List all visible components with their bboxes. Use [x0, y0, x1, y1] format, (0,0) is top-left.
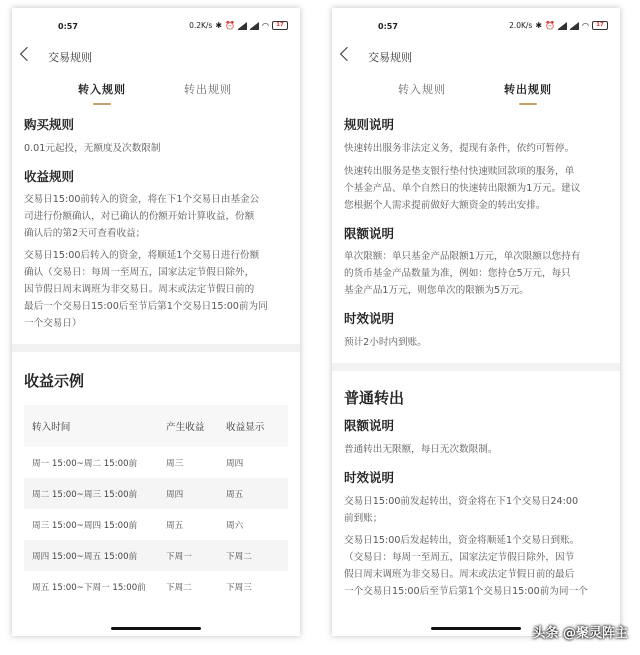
table-row: 周五 15:00~下周一 15:00前 下周二 下周三: [32, 582, 252, 593]
table-row: 周四 15:00~周五 15:00前 下周一 下周二: [24, 540, 288, 571]
status-bar: [332, 8, 620, 38]
status-time: 0:57: [58, 22, 78, 31]
tab-transfer-in[interactable]: 转入规则: [398, 83, 446, 96]
table-row: 周二 15:00~周三 15:00前 周四 周五: [24, 478, 288, 509]
normal-timing-text-1: 交易日15:00前发起转出，资金将在下1个交易日24:00 前到账；: [344, 496, 579, 524]
income-example-title: 收益示例: [24, 372, 85, 390]
normal-transfer-title: 普通转出: [344, 389, 405, 407]
normal-limit-text: 普通转出无限额，每日无次数限制。: [344, 444, 498, 455]
back-arrow-icon[interactable]: [20, 47, 34, 61]
left-phone-screen: [12, 8, 300, 636]
signal-icon: [558, 22, 567, 30]
col-income-generated: 产生收益: [158, 405, 218, 447]
bluetooth-icon: ✱: [215, 21, 223, 30]
rules-content: [332, 106, 620, 636]
battery-icon: 17: [272, 21, 288, 30]
alarm-icon: ⏰: [545, 21, 556, 30]
status-icons: [189, 21, 288, 30]
tab-transfer-out[interactable]: 转出规则: [504, 83, 552, 96]
status-icons: [509, 21, 608, 30]
bluetooth-icon: ✱: [535, 21, 543, 30]
normal-timing-text-2: 交易日15:00后发起转出，资金将顺延1个交易日到账。 （交易日：每周一至周五，国家法定节假日除外，因节 假日周末调班为非交易日。周末或法定节假日前的最后 一个交易日15:00后至节后第1个交易日15:00前为同一个: [344, 535, 588, 597]
signal-icon: [570, 22, 579, 30]
nav-bar: [332, 38, 620, 78]
timing-description-text: 预计2小时内到账。: [344, 337, 427, 348]
tab-bar: [332, 78, 620, 106]
tab-bar: [12, 78, 300, 106]
back-arrow-icon[interactable]: [340, 47, 354, 61]
income-rules-paragraph-1: 交易日15:00前转入的资金，将在下1个交易日由基金公 司进行份额确认，对已确认的份额开始计算收益，份额 确认后的第2天可查看收益；: [24, 194, 260, 239]
network-speed: 2.0K/s: [509, 21, 533, 30]
rules-content: [12, 106, 300, 636]
wifi-icon: ◠: [582, 21, 589, 30]
rule-description-title: 规则说明: [344, 117, 395, 132]
section-divider: [332, 363, 620, 371]
tab-transfer-out[interactable]: 转出规则: [184, 83, 232, 96]
income-rules-title: 收益规则: [24, 169, 75, 184]
home-indicator[interactable]: [431, 627, 521, 630]
limit-description-text: 单次限额：单只基金产品限额1万元，单次限额以您持有 的货币基金产品数量为准，例如：您持仓5万元，每只 基金产品1万元，则您单次的限额为5万元。: [344, 251, 581, 296]
nav-bar: [12, 38, 300, 78]
battery-icon: 17: [592, 21, 608, 30]
status-bar: [12, 8, 300, 38]
rule-description-text-2: 快速转出服务是垫支银行垫付快速赎回款项的服务，单 个基金产品、单个自然日的快速转出限额为1万元。建议 您根据个人需求提前做好大额资金的转出安排。: [344, 166, 581, 211]
income-rules-paragraph-2: 交易日15:00后转入的资金，将顺延1个交易日进行份额 确认（交易日：每周一至周五，国家法定节假日除外， 因节假日周末调班为非交易日。周末或法定节假日前的 最后一个交易日15:00后至节后第1个交易日15:00前为同 一个交易日）: [24, 250, 268, 329]
right-phone-screen: [332, 8, 620, 636]
col-transfer-time: 转入时间: [24, 405, 158, 447]
alarm-icon: ⏰: [225, 21, 236, 30]
buy-rules-text: 0.01元起投，无额度及次数限制: [24, 143, 161, 154]
network-speed: 0.2K/s: [189, 21, 213, 30]
col-income-shown: 收益显示: [218, 405, 288, 447]
income-example-table: [24, 405, 288, 602]
wifi-icon: ◠: [262, 21, 269, 30]
home-indicator[interactable]: [111, 627, 201, 630]
signal-icon: [250, 22, 259, 30]
page-title: 交易规则: [368, 51, 412, 64]
normal-limit-title: 限额说明: [344, 418, 395, 433]
status-time: 0:57: [378, 22, 398, 31]
table-row: 周一 15:00~周二 15:00前 周三 周四: [32, 458, 244, 469]
normal-timing-title: 时效说明: [344, 470, 395, 485]
signal-icon: [238, 22, 247, 30]
buy-rules-title: 购买规则: [24, 117, 75, 132]
watermark-text: 头条 @聚灵阵主: [532, 626, 628, 641]
timing-description-title: 时效说明: [344, 311, 395, 326]
table-header-row: [24, 405, 288, 447]
section-divider: [12, 344, 300, 352]
page-title: 交易规则: [48, 51, 92, 64]
table-row: 周三 15:00~周四 15:00前 周五 周六: [32, 520, 244, 531]
limit-description-title: 限额说明: [344, 226, 395, 241]
tab-transfer-in[interactable]: 转入规则: [78, 83, 126, 96]
rule-description-text-1: 快速转出服务非法定义务，提现有条件，依约可暂停。: [344, 143, 575, 154]
